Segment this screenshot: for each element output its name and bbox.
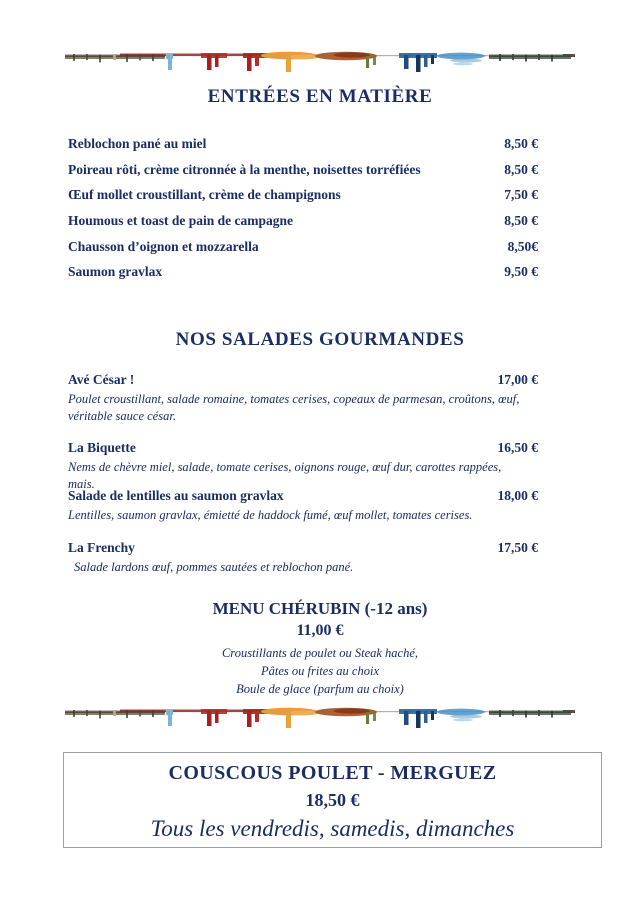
couscous-availability: Tous les vendredis, samedis, dimanches	[150, 816, 515, 841]
entrees-list	[68, 131, 538, 285]
menu-item-price: 7,50 €	[504, 187, 538, 203]
watercolor-band-top	[65, 51, 576, 72]
menu-item-description: Nems de chèvre miel, salade, tomate cerises, oignons rouge, œuf dur, carottes rappées, mais.	[68, 460, 502, 491]
menu-item-name: La Frenchy	[68, 540, 135, 555]
menu-item-description: Lentilles, saumon gravlax, émietté de haddock fumé, œuf mollet, tomates cerises.	[68, 508, 473, 522]
salad-item	[68, 486, 538, 524]
salades-section-title: NOS SALADES GOURMANDES	[175, 329, 465, 350]
menu-item-row	[68, 182, 538, 208]
menu-item-name: Reblochon pané au miel	[68, 136, 207, 151]
menu-item-name: Saumon gravlax	[68, 264, 163, 280]
menu-item-price: 9,50 €	[504, 264, 538, 280]
menu-cherubin-section	[0, 598, 640, 698]
menu-item-row	[68, 157, 538, 183]
menu-cherubin-description	[0, 644, 640, 698]
menu-cherubin-title: MENU CHÉRUBIN (-12 ans)	[212, 599, 428, 618]
salad-item	[68, 538, 538, 576]
menu-item-description: Poulet croustillant, salade romaine, tomates cerises, copeaux de parmesan, croûtons, œuf, véritable sauce césar.	[68, 392, 520, 423]
couscous-title: COUSCOUS POULET - MERGUEZ	[168, 762, 497, 784]
menu-item-row	[68, 538, 538, 557]
menu-item-name: Chausson d’oignon et mozzarella	[68, 238, 259, 254]
menu-item-price: 8,50€	[507, 238, 538, 254]
menu-item-row	[68, 259, 538, 285]
menu-item-row	[68, 438, 538, 457]
menu-item-row	[68, 486, 538, 505]
menu-item-price: 17,50 €	[497, 540, 538, 555]
menu-item-name: Poireau rôti, crème citronnée à la menthe, noisettes torréfiées	[68, 161, 421, 177]
menu-item-price: 17,00 €	[497, 372, 538, 387]
couscous-price: 18,50 €	[305, 790, 360, 810]
menu-item-price: 16,50 €	[497, 440, 538, 455]
menu-item-row	[68, 131, 538, 157]
menu-item-row	[68, 208, 538, 234]
watercolor-band-icon	[65, 707, 576, 728]
salad-item	[68, 370, 538, 424]
menu-item-row	[68, 370, 538, 389]
menu-item-description: Salade lardons œuf, pommes sautées et reblochon pané.	[74, 560, 354, 574]
menu-item-price: 8,50 €	[504, 161, 538, 177]
menu-item-name: Œuf mollet croustillant, crème de champignons	[68, 187, 341, 203]
menu-cherubin-line: Pâtes ou frites au choix	[260, 664, 380, 678]
menu-cherubin-price: 11,00 €	[296, 622, 344, 639]
couscous-special-box	[63, 752, 602, 848]
menu-item-price: 8,50 €	[504, 136, 538, 151]
menu-item-price: 18,00 €	[497, 488, 538, 503]
menu-cherubin-line: Croustillants de poulet ou Steak haché,	[221, 646, 419, 660]
salad-item	[68, 438, 538, 492]
menu-item-name: Houmous et toast de pain de campagne	[68, 213, 294, 229]
watercolor-band-icon	[65, 51, 576, 72]
menu-item-row	[68, 234, 538, 260]
menu-item-name: Avé César !	[68, 372, 135, 387]
menu-item-name: Salade de lentilles au saumon gravlax	[68, 488, 284, 503]
watercolor-band-bottom	[65, 707, 576, 728]
menu-item-name: La Biquette	[68, 440, 136, 455]
menu-item-price: 8,50 €	[504, 213, 538, 229]
entrees-section-title: ENTRÉES EN MATIÈRE	[207, 86, 433, 107]
menu-cherubin-line: Boule de glace (parfum au choix)	[236, 682, 404, 696]
